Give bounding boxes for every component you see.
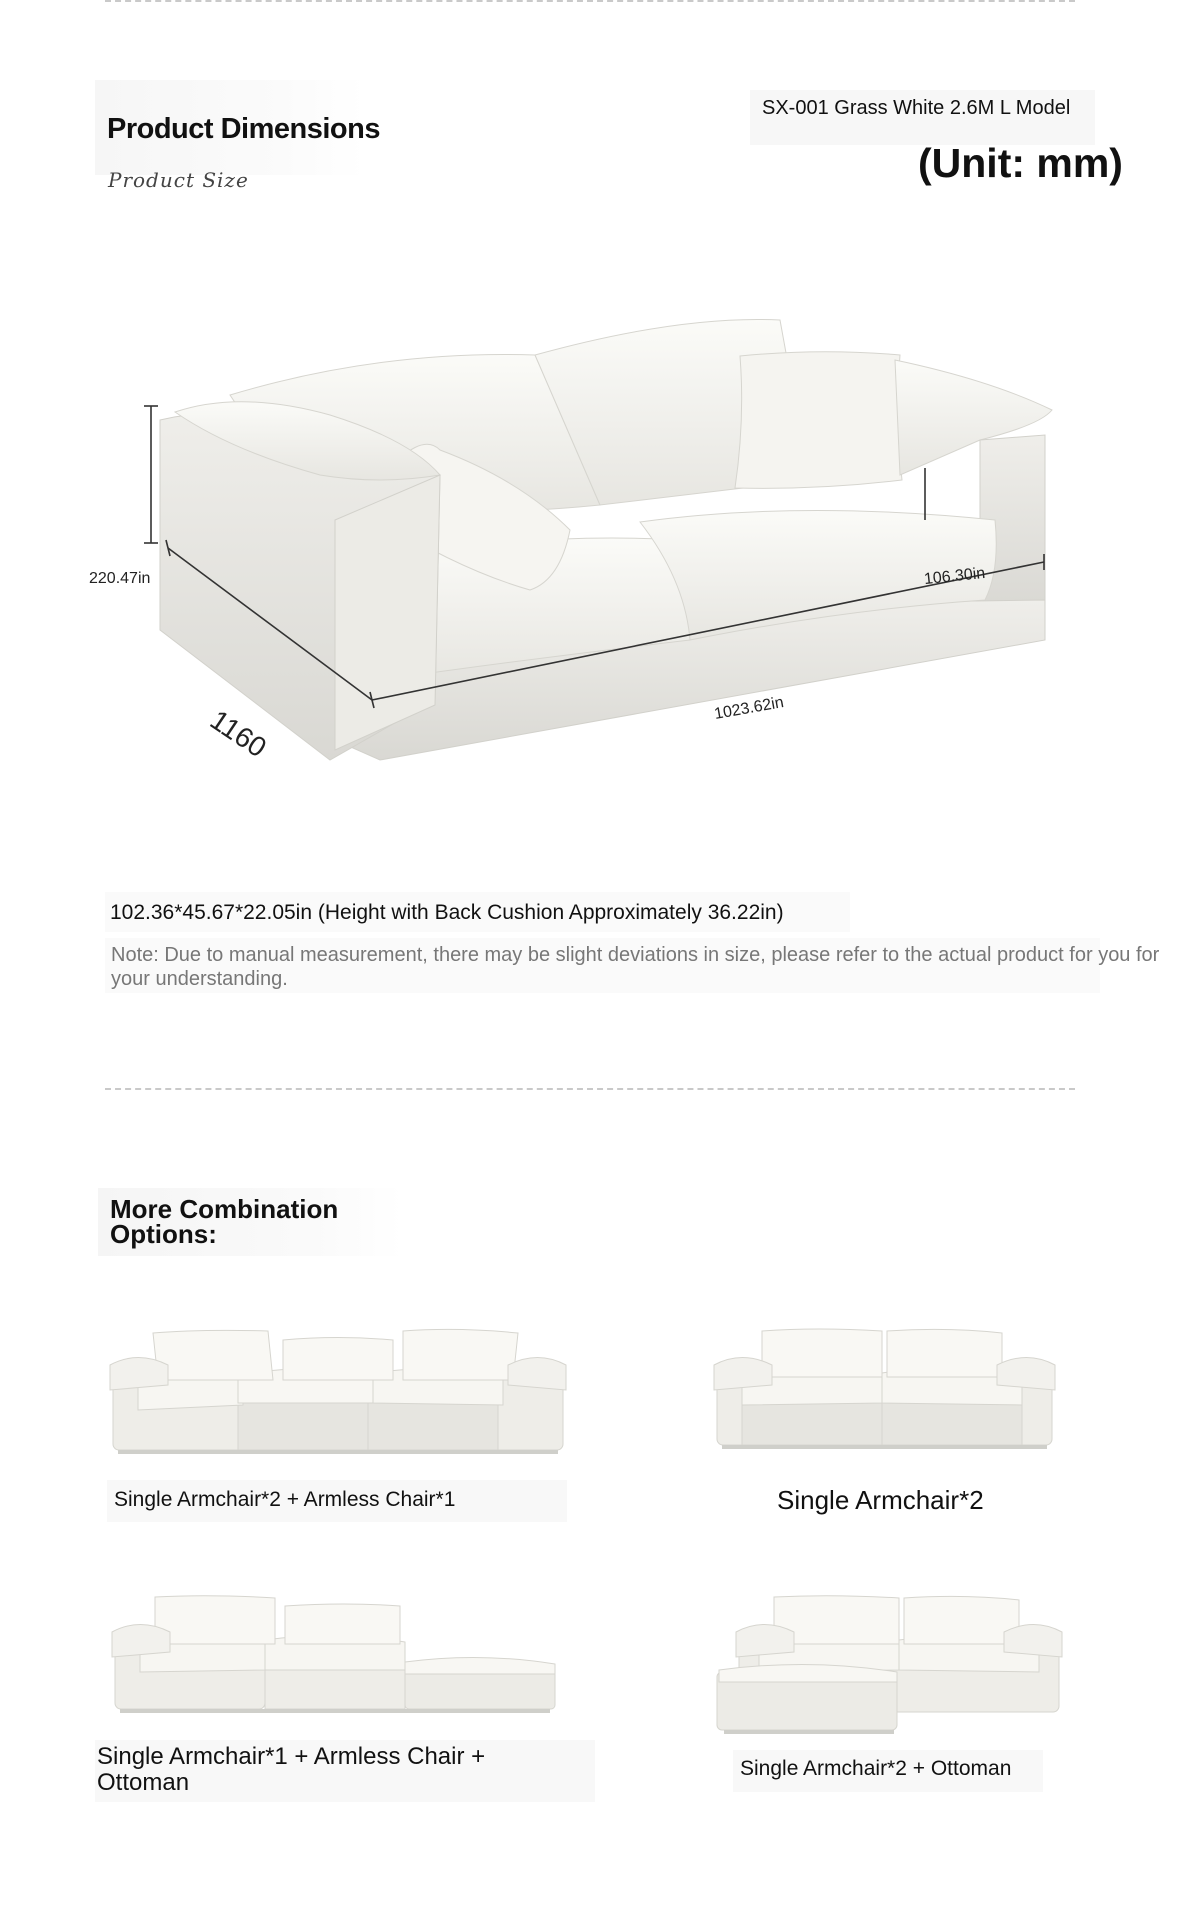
combo-sofa-three-seater [108, 1325, 568, 1460]
arm-front-left [335, 475, 440, 750]
page-subtitle: Product Size [108, 168, 249, 192]
pillow-right [735, 352, 902, 489]
model-name: SX-001 Grass White 2.6M L Model [762, 97, 1071, 119]
length-dimension-label: 1023.62in [712, 694, 786, 723]
combination-title: More Combination Options: [110, 1194, 339, 1249]
combo-caption-2: Single Armchair*2 [777, 1485, 984, 1515]
combo-sofa-with-ottoman [110, 1592, 560, 1717]
seat-height-dimension-label: 106.30in [923, 564, 987, 589]
section-divider [105, 1088, 1075, 1090]
unit-label: (Unit: mm) [918, 140, 1123, 186]
dimension-spec: 102.36*45.67*22.05in (Height with Back Cushion Approximately 36.22in) [110, 901, 784, 924]
combo-caption-3: Single Armchair*1 + Armless Chair + Ottoman [97, 1743, 486, 1796]
top-divider [105, 0, 1075, 2]
depth-dimension-label: 1160 [204, 703, 273, 764]
measurement-note: Note: Due to manual measurement, there may be slight deviations in size, please refer to the actual product for you for your understanding. [111, 944, 1160, 990]
combo-sofa-l-shape [714, 1592, 1064, 1737]
page-title: Product Dimensions [107, 113, 380, 145]
combo-sofa-two-seater [712, 1325, 1057, 1455]
combo-caption-1: Single Armchair*2 + Armless Chair*1 [114, 1488, 456, 1511]
combo-caption-4: Single Armchair*2 + Ottoman [740, 1757, 1012, 1780]
height-dimension-label: 220.47in [89, 570, 151, 587]
